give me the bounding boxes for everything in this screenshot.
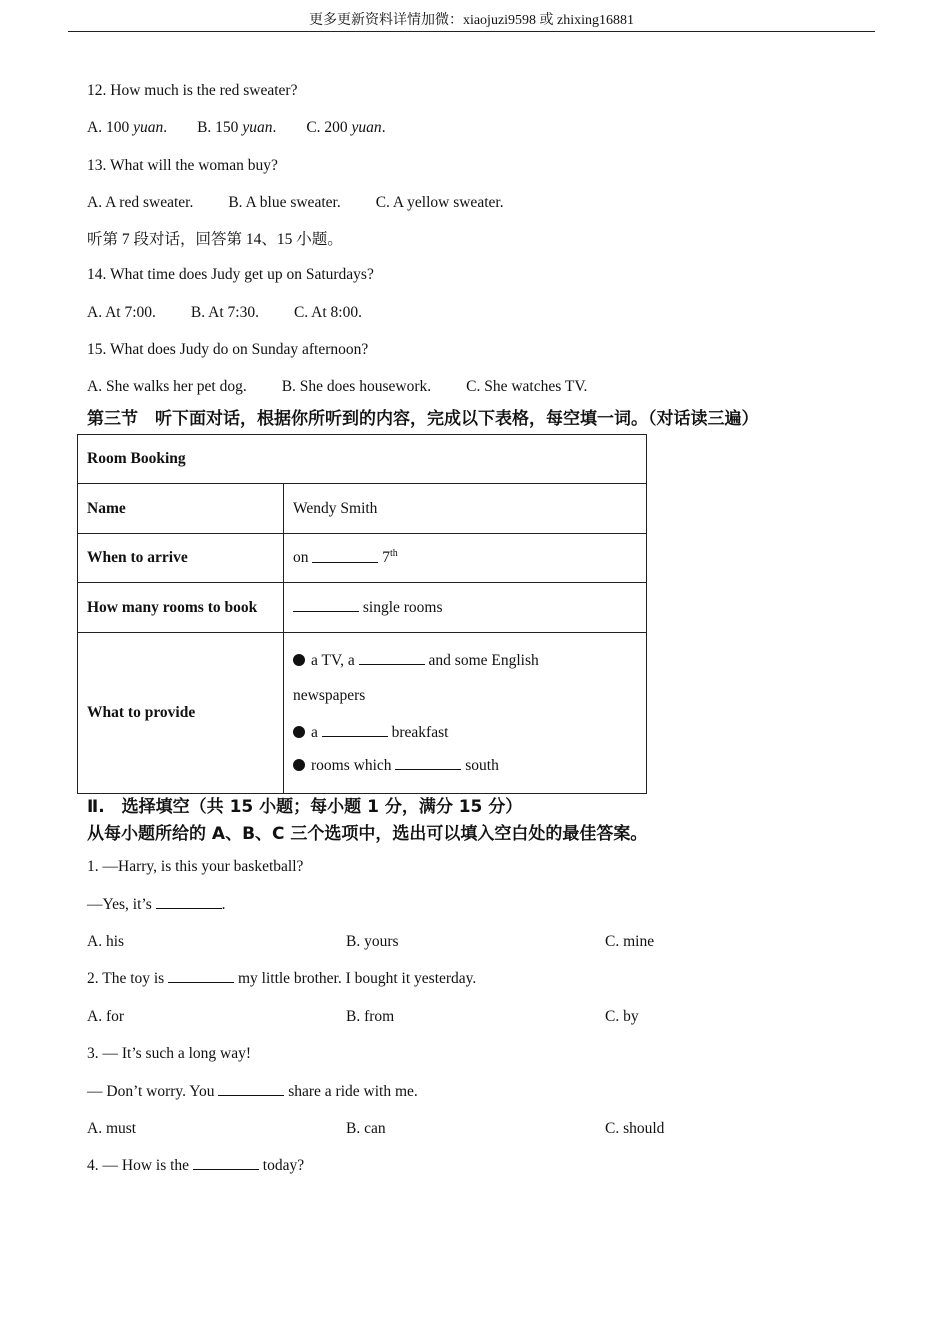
provide-item-2: a breakfast xyxy=(293,723,637,743)
answer-blank[interactable] xyxy=(293,598,359,612)
answer-blank[interactable] xyxy=(322,723,388,737)
answer-blank[interactable] xyxy=(218,1082,284,1096)
option-b: B. A blue sweater. xyxy=(228,194,341,211)
mc-2-option-c[interactable]: C. by xyxy=(605,1008,639,1025)
answer-blank[interactable] xyxy=(193,1156,259,1170)
provide-label: What to provide xyxy=(78,633,284,794)
question-15: 15. What does Judy do on Sunday afternoon? xyxy=(87,341,369,358)
answer-blank[interactable] xyxy=(359,651,425,665)
provide-item-1: a TV, a and some English xyxy=(293,651,637,671)
mc-question-2: 2. The toy is my little brother. I bought it yesterday. xyxy=(87,970,477,987)
question-12: 12. How much is the red sweater? xyxy=(87,82,298,99)
mc-question-1-reply: —Yes, it’s . xyxy=(87,896,226,913)
answer-blank[interactable] xyxy=(156,895,222,909)
mc-question-1: 1. —Harry, is this your basketball? xyxy=(87,858,304,875)
rooms-label: How many rooms to book xyxy=(78,583,284,633)
table-title: Room Booking xyxy=(78,435,647,484)
mc-2-option-a[interactable]: A. for xyxy=(87,1008,125,1025)
page-header: 更多更新资料详情加微：xiaojuzi9598 或 zhixing16881 xyxy=(68,10,875,32)
mc-question-3-reply: — Don’t worry. You share a ride with me. xyxy=(87,1083,418,1100)
mc-1-option-b[interactable]: B. yours xyxy=(346,933,399,950)
rooms-value: single rooms xyxy=(284,583,647,633)
option-b: B. 150 yuan. xyxy=(197,119,277,136)
answer-blank[interactable] xyxy=(395,756,461,770)
mc-3-option-c[interactable]: C. should xyxy=(605,1120,665,1137)
mc-3-option-a[interactable]: A. must xyxy=(87,1120,137,1137)
option-a: A. She walks her pet dog. xyxy=(87,378,247,395)
mc-3-option-b[interactable]: B. can xyxy=(346,1120,386,1137)
question-13: 13. What will the woman buy? xyxy=(87,157,278,174)
mc-question-3: 3. — It’s such a long way! xyxy=(87,1045,252,1062)
answer-blank[interactable] xyxy=(312,549,378,563)
option-c: C. She watches TV. xyxy=(466,378,588,395)
section-3-title: 第三节 听下面对话，根据你所听到的内容，完成以下表格，每空填一词。（对话读三遍） xyxy=(87,409,759,429)
arrive-value: on 7th xyxy=(284,534,647,583)
question-14-options xyxy=(87,303,362,323)
option-c: C. A yellow sweater. xyxy=(375,194,504,211)
mc-question-4: 4. — How is the today? xyxy=(87,1157,305,1174)
bullet-icon xyxy=(293,759,305,771)
part-2-title: Ⅱ. 选择填空（共 15 小题；每小题 1 分，满分 15 分） xyxy=(87,797,523,817)
option-a: A. 100 yuan. xyxy=(87,119,168,136)
option-a: A. At 7:00. xyxy=(87,304,156,321)
question-12-options xyxy=(87,118,386,138)
part-2-subtitle: 从每小题所给的 A、B、C 三个选项中，选出可以填入空白处的最佳答案。 xyxy=(87,824,648,844)
option-c: C. At 8:00. xyxy=(293,304,362,321)
provide-item-3: rooms which south xyxy=(293,756,637,776)
option-a: A. A red sweater. xyxy=(87,194,194,211)
question-14: 14. What time does Judy get up on Saturdays? xyxy=(87,266,374,283)
question-13-options xyxy=(87,193,504,213)
answer-blank[interactable] xyxy=(168,969,234,983)
option-b: B. At 7:30. xyxy=(190,304,259,321)
name-value: Wendy Smith xyxy=(284,484,647,534)
arrive-label: When to arrive xyxy=(78,534,284,583)
mc-1-option-c[interactable]: C. mine xyxy=(605,933,655,950)
option-c: C. 200 yuan. xyxy=(306,119,386,136)
bullet-icon xyxy=(293,654,305,666)
mc-1-option-a[interactable]: A. his xyxy=(87,933,125,950)
mc-2-option-b[interactable]: B. from xyxy=(346,1008,395,1025)
room-booking-table xyxy=(77,434,647,794)
provide-item-1-cont: newspapers xyxy=(293,686,366,704)
name-label: Name xyxy=(78,484,284,534)
instruction-dialogue-7: 听第 7 段对话，回答第 14、15 小题。 xyxy=(87,231,343,248)
bullet-icon xyxy=(293,726,305,738)
provide-value xyxy=(284,633,647,794)
question-15-options xyxy=(87,377,587,397)
option-b: B. She does housework. xyxy=(281,378,432,395)
